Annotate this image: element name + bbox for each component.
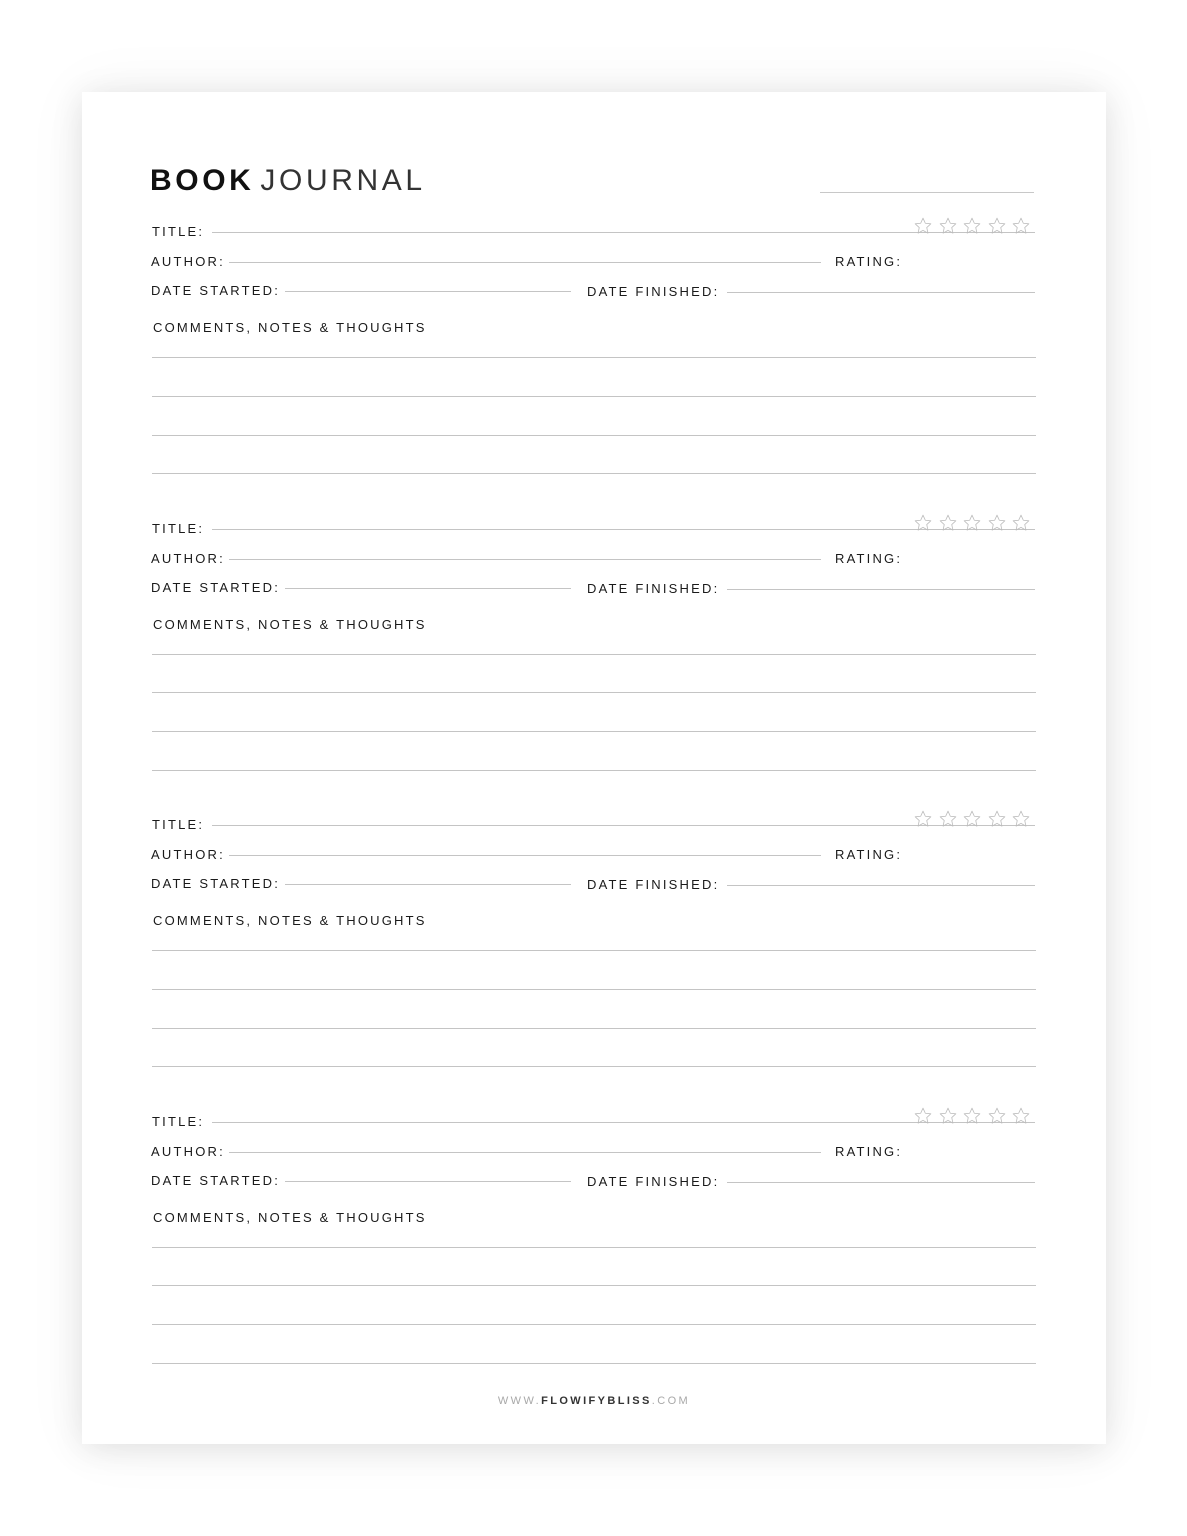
author-field[interactable] — [229, 1152, 821, 1153]
rating-stars[interactable] — [913, 216, 1031, 236]
date-finished-label: DATE FINISHED: — [587, 1173, 720, 1189]
title-field[interactable] — [212, 825, 1035, 826]
star-outline-icon[interactable] — [962, 1106, 982, 1126]
date-started-label: DATE STARTED: — [151, 283, 281, 298]
star-outline-icon[interactable] — [1011, 1106, 1031, 1126]
star-outline-icon[interactable] — [938, 1106, 958, 1126]
date-finished-field[interactable] — [727, 885, 1035, 886]
title-label: TITLE: — [152, 817, 205, 832]
author-label: AUTHOR: — [151, 1143, 225, 1159]
footer-prefix: WWW. — [497, 1395, 542, 1407]
date-finished-field[interactable] — [727, 292, 1035, 293]
date-started-field[interactable] — [285, 884, 571, 885]
rating-stars[interactable] — [913, 1106, 1031, 1126]
star-outline-icon[interactable] — [987, 513, 1007, 533]
date-started-label: DATE STARTED: — [151, 1172, 281, 1188]
star-outline-icon[interactable] — [938, 216, 958, 236]
star-outline-icon[interactable] — [987, 1106, 1007, 1126]
note-line[interactable] — [152, 1324, 1036, 1325]
rating-stars[interactable] — [913, 513, 1031, 533]
journal-page — [82, 92, 1106, 1444]
footer-suffix: .COM — [651, 1395, 691, 1407]
book-entry — [82, 380, 1106, 660]
star-outline-icon[interactable] — [938, 809, 958, 829]
note-line[interactable] — [152, 950, 1036, 951]
author-field[interactable] — [229, 559, 821, 560]
date-finished-field[interactable] — [727, 1182, 1035, 1183]
star-outline-icon[interactable] — [1011, 513, 1031, 533]
rating-stars[interactable] — [913, 809, 1031, 829]
title-field[interactable] — [212, 232, 1035, 233]
author-label: AUTHOR: — [151, 550, 225, 566]
comments-label: COMMENTS, NOTES & THOUGHTS — [153, 320, 427, 335]
date-started-label: DATE STARTED: — [151, 579, 281, 595]
author-field[interactable] — [229, 855, 821, 856]
date-started-field[interactable] — [285, 588, 571, 589]
rating-label: RATING: — [835, 254, 903, 269]
star-outline-icon[interactable] — [913, 216, 933, 236]
rating-label: RATING: — [835, 550, 903, 566]
star-outline-icon[interactable] — [962, 809, 982, 829]
comments-label: COMMENTS, NOTES & THOUGHTS — [153, 1209, 427, 1225]
comments-label: COMMENTS, NOTES & THOUGHTS — [153, 913, 427, 928]
date-finished-label: DATE FINISHED: — [587, 284, 720, 299]
book-entry — [82, 676, 1106, 956]
book-entry — [82, 83, 1106, 363]
star-outline-icon[interactable] — [1011, 809, 1031, 829]
footer-website — [82, 1396, 1106, 1407]
title-field[interactable] — [212, 1122, 1035, 1123]
rating-label: RATING: — [835, 847, 903, 862]
date-finished-label: DATE FINISHED: — [587, 580, 720, 596]
title-label: TITLE: — [152, 520, 205, 536]
book-entry — [82, 973, 1106, 1253]
note-line[interactable] — [152, 1363, 1036, 1364]
date-started-field[interactable] — [285, 291, 571, 292]
title-label: TITLE: — [152, 224, 205, 239]
star-outline-icon[interactable] — [1011, 216, 1031, 236]
date-finished-field[interactable] — [727, 589, 1035, 590]
author-label: AUTHOR: — [151, 847, 225, 862]
rating-label: RATING: — [835, 1143, 903, 1159]
footer-brand: FLOWIFYBLISS — [541, 1395, 652, 1407]
note-line[interactable] — [152, 357, 1036, 358]
date-finished-label: DATE FINISHED: — [587, 877, 720, 892]
author-label: AUTHOR: — [151, 254, 225, 269]
title-label: TITLE: — [152, 1113, 205, 1129]
star-outline-icon[interactable] — [962, 216, 982, 236]
star-outline-icon[interactable] — [913, 1106, 933, 1126]
comments-label: COMMENTS, NOTES & THOUGHTS — [153, 616, 427, 632]
note-line[interactable] — [152, 654, 1036, 655]
date-started-field[interactable] — [285, 1181, 571, 1182]
star-outline-icon[interactable] — [987, 216, 1007, 236]
note-line[interactable] — [152, 1247, 1036, 1248]
note-line[interactable] — [152, 1285, 1036, 1286]
star-outline-icon[interactable] — [913, 513, 933, 533]
star-outline-icon[interactable] — [962, 513, 982, 533]
star-outline-icon[interactable] — [913, 809, 933, 829]
star-outline-icon[interactable] — [987, 809, 1007, 829]
page-title-bold: BOOK — [150, 164, 255, 197]
author-field[interactable] — [229, 262, 821, 263]
star-outline-icon[interactable] — [938, 513, 958, 533]
page-title-light: JOURNAL — [260, 164, 426, 197]
date-started-label: DATE STARTED: — [151, 876, 281, 891]
title-field[interactable] — [212, 529, 1035, 530]
